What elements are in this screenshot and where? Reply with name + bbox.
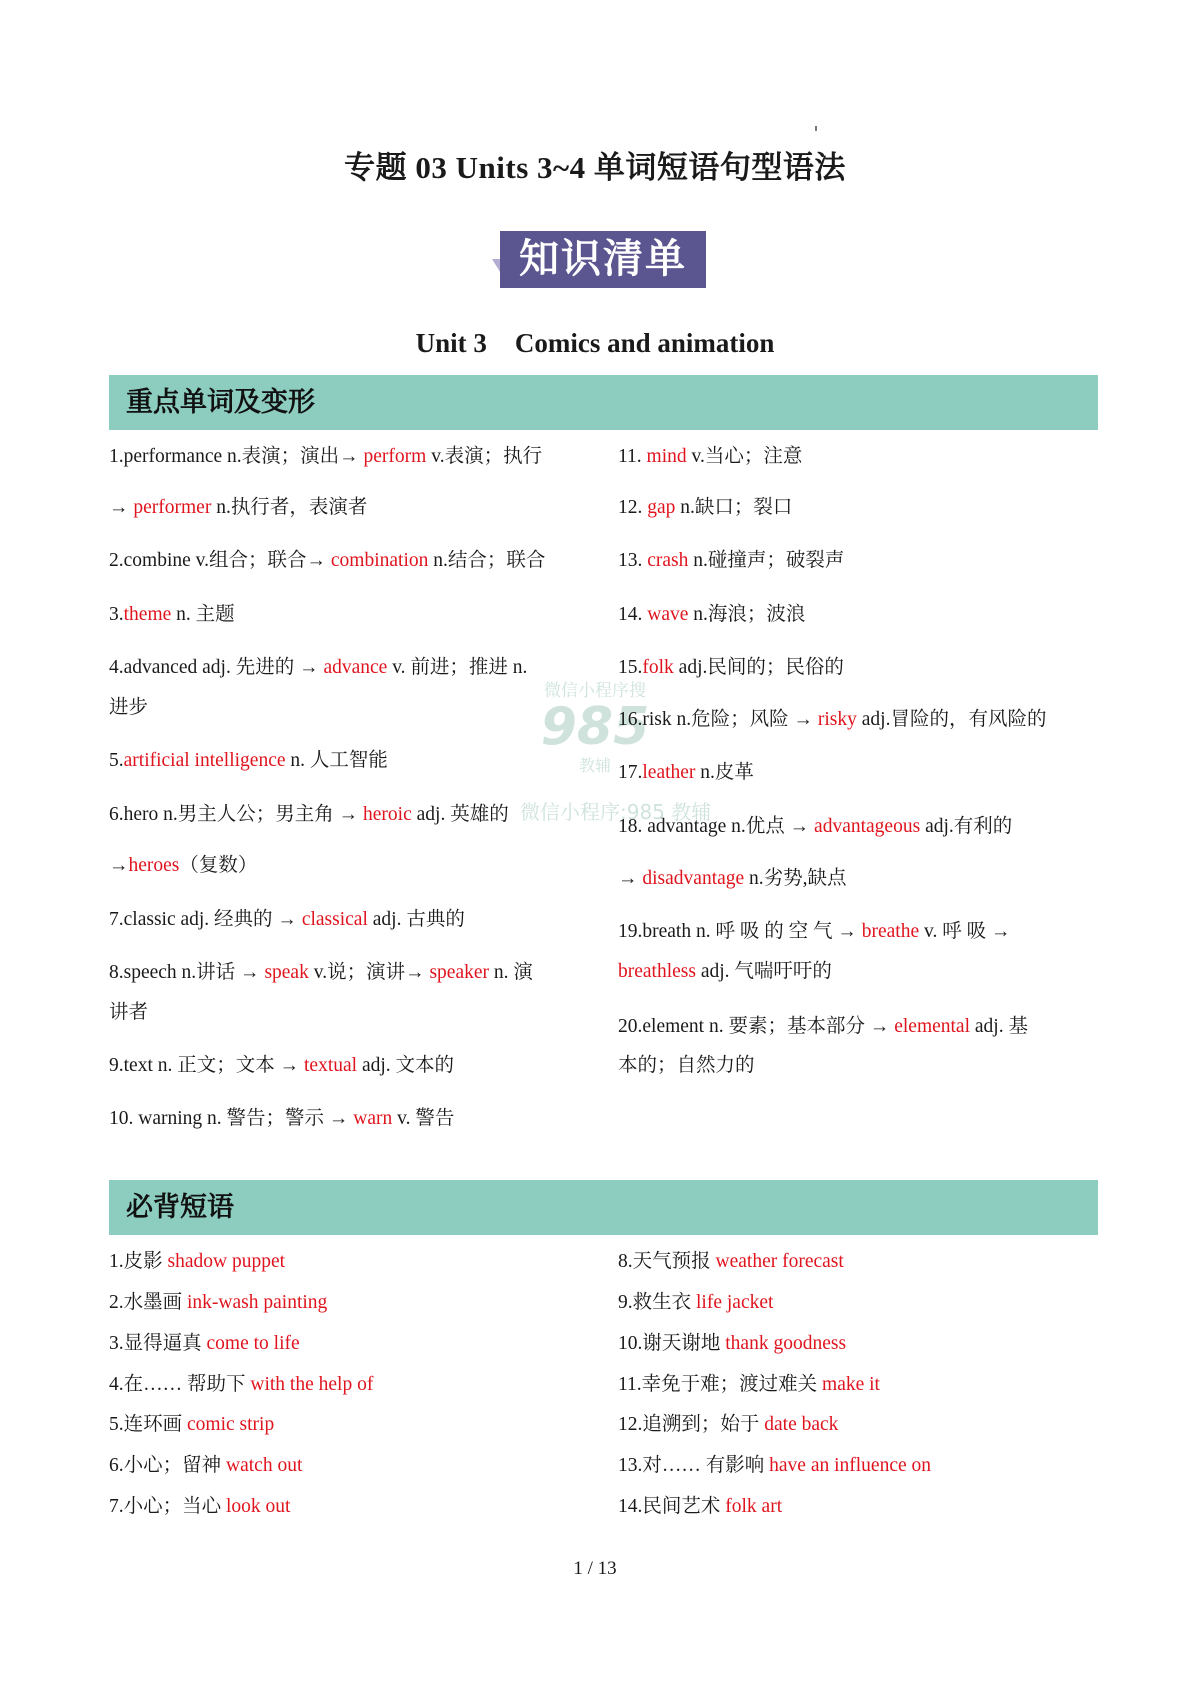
line-text: 5.	[109, 750, 124, 771]
line-text: 3.	[109, 604, 124, 625]
line-text: n.碰撞声；破裂声	[688, 550, 845, 571]
vocab-line	[109, 908, 465, 932]
phrase-item	[618, 1413, 838, 1437]
line-text: 19.breath n. 呼 吸 的 空 气 →	[618, 921, 862, 942]
line-text: 7.classic adj. 经典的 →	[109, 909, 302, 930]
highlight-word: heroic	[363, 804, 412, 825]
phrase-item	[618, 1332, 846, 1356]
phrase-item	[109, 1332, 300, 1356]
vocab-line	[109, 961, 533, 985]
line-text: adj. 基	[970, 1016, 1028, 1037]
highlight-word: classical	[301, 909, 368, 930]
phrase-item	[618, 1250, 844, 1274]
vocab-section-header	[109, 375, 1098, 430]
vocab-section-title: 重点单词及变形	[126, 387, 315, 418]
line-text: v. 前进；推进 n.	[387, 657, 528, 678]
line-text: 16.risk n.危险；风险 →	[618, 709, 818, 730]
stray-mark	[815, 126, 817, 131]
phrase-chinese: 4.在…… 帮助下	[109, 1374, 251, 1395]
watermark	[500, 676, 690, 816]
phrase-english: have an influence on	[769, 1455, 932, 1476]
watermark-line1: 微信小程序搜	[544, 681, 646, 701]
vocab-line	[618, 1054, 755, 1078]
line-text: 讲者	[109, 1002, 149, 1023]
highlight-word: wave	[647, 604, 689, 625]
line-text: v. 警告	[392, 1108, 455, 1129]
line-text: n.劣势,缺点	[744, 868, 847, 889]
line-text: 15.	[618, 657, 643, 678]
watermark-line2: 教辅	[578, 756, 611, 775]
vocab-line	[109, 1054, 454, 1078]
phrase-chinese: 7.小心；当心	[109, 1496, 227, 1517]
watermark-caption: 微信小程序:985 教辅	[520, 800, 712, 824]
vocab-line	[618, 496, 792, 520]
vocab-line	[618, 1015, 1028, 1039]
line-text: 11.	[618, 446, 647, 467]
phrase-chinese: 12.追溯到；始于	[618, 1414, 765, 1435]
phrase-english: date back	[764, 1414, 839, 1435]
highlight-word: gap	[647, 497, 676, 518]
line-text: 14.	[618, 604, 648, 625]
line-text: 18. advantage n.优点 →	[618, 816, 815, 837]
line-text: adj.有利的	[920, 816, 1013, 837]
phrase-chinese: 14.民间艺术	[618, 1496, 726, 1517]
highlight-word: crash	[647, 550, 689, 571]
line-text: adj. 文本的	[357, 1055, 455, 1076]
line-text: adj. 气喘吁吁的	[695, 961, 832, 982]
vocab-line	[618, 920, 1010, 944]
line-text: v.说；演讲→	[308, 962, 430, 983]
line-text: 进步	[109, 697, 149, 718]
phrase-english: shadow puppet	[167, 1251, 286, 1272]
line-text: （复数）	[179, 855, 258, 876]
line-text: v.表演；执行	[426, 446, 543, 467]
line-text: adj. 古典的	[367, 909, 465, 930]
phrase-item	[109, 1291, 327, 1315]
phrase-item	[618, 1291, 773, 1315]
phrase-item	[618, 1495, 782, 1519]
phrase-english: thank goodness	[725, 1333, 847, 1354]
highlight-word: elemental	[894, 1016, 971, 1037]
line-text: 20.element n. 要素；基本部分 →	[618, 1016, 895, 1037]
line-text: v. 呼 吸 →	[919, 921, 1011, 942]
line-text: n. 主题	[171, 604, 235, 625]
line-text: 8.speech n.讲话 →	[109, 962, 265, 983]
vocab-line	[618, 960, 832, 984]
line-text: n.海浪；波浪	[688, 604, 806, 625]
highlight-word: heroes	[128, 855, 180, 876]
highlight-word: breathe	[861, 921, 920, 942]
phrase-item	[109, 1413, 274, 1437]
knowledge-list-badge	[476, 231, 706, 288]
highlight-word: mind	[646, 446, 687, 467]
vocab-line	[618, 603, 805, 627]
vocab-line	[109, 656, 527, 680]
line-text: 1.performance n.表演；演出→	[109, 446, 364, 467]
vocab-line	[109, 603, 235, 627]
highlight-word: textual	[304, 1055, 358, 1076]
line-text: adj.冒险的，有风险的	[856, 709, 1047, 730]
document-title: 专题 03 Units 3~4 单词短语句型语法	[344, 150, 846, 185]
line-text: 12.	[618, 497, 648, 518]
line-text: 本的；自然力的	[618, 1055, 755, 1076]
phrase-english: ink-wash painting	[187, 1292, 328, 1313]
vocab-line	[109, 803, 509, 827]
highlight-word: warn	[353, 1108, 393, 1129]
line-text: 6.hero n.男主人公；男主角 →	[109, 804, 364, 825]
highlight-word: perform	[363, 446, 427, 467]
highlight-word: disadvantage	[642, 868, 745, 889]
highlight-word: speaker	[429, 962, 490, 983]
phrase-english: watch out	[226, 1455, 303, 1476]
unit-heading	[0, 328, 1190, 359]
line-text: adj.民间的；民俗的	[673, 657, 844, 678]
line-text: n.皮革	[695, 762, 754, 783]
phrase-chinese: 3.显得逼真	[109, 1333, 207, 1354]
phrase-chinese: 8.天气预报	[618, 1251, 716, 1272]
phrase-english: weather forecast	[715, 1251, 844, 1272]
line-text: n. 人工智能	[285, 750, 388, 771]
vocab-line	[109, 1001, 148, 1025]
phrase-chinese: 6.小心；留神	[109, 1455, 227, 1476]
badge-label: 知识清单	[500, 231, 706, 288]
vocab-line	[109, 696, 148, 720]
vocab-line	[618, 445, 802, 469]
phrase-chinese: 11.幸免于难；渡过难关	[618, 1374, 823, 1395]
phrase-item	[109, 1495, 290, 1519]
phrase-item	[618, 1454, 931, 1478]
line-text: adj. 英雄的	[411, 804, 509, 825]
line-text: 9.text n. 正文；文本 →	[109, 1055, 304, 1076]
line-text: →	[618, 868, 643, 889]
vocab-line	[618, 708, 1046, 732]
highlight-word: theme	[123, 604, 172, 625]
highlight-word: combination	[330, 550, 429, 571]
phrase-section-title: 必背短语	[126, 1192, 234, 1223]
highlight-word: breathless	[618, 961, 696, 982]
vocab-line	[109, 549, 545, 573]
unit-number: Unit 3	[415, 328, 487, 358]
highlight-word: leather	[642, 762, 696, 783]
phrase-english: comic strip	[187, 1414, 275, 1435]
line-text: 2.combine v.组合；联合→	[109, 550, 331, 571]
line-text: n.结合；联合	[428, 550, 546, 571]
line-text: v.当心；注意	[686, 446, 803, 467]
line-text: n.缺口；裂口	[675, 497, 793, 518]
phrase-chinese: 13.对…… 有影响	[618, 1455, 770, 1476]
vocab-line	[109, 854, 257, 878]
highlight-word: risky	[817, 709, 857, 730]
page-number: 1 / 13	[573, 1558, 617, 1579]
line-text: 4.advanced adj. 先进的 →	[109, 657, 324, 678]
line-text: n. 演	[489, 962, 533, 983]
phrase-english: folk art	[725, 1496, 783, 1517]
vocab-line	[109, 496, 367, 520]
line-text: n.执行者，表演者	[211, 497, 368, 518]
vocab-line	[109, 749, 388, 773]
line-text: 13.	[618, 550, 648, 571]
phrase-english: make it	[822, 1374, 880, 1395]
vocab-line	[109, 445, 542, 469]
phrase-chinese: 10.谢天谢地	[618, 1333, 726, 1354]
highlight-word: speak	[264, 962, 309, 983]
phrase-chinese: 5.连环画	[109, 1414, 188, 1435]
phrase-item	[109, 1373, 373, 1397]
vocab-line	[618, 815, 1012, 839]
vocab-line	[109, 1107, 454, 1131]
vocab-line	[618, 549, 844, 573]
unit-topic: Comics and animation	[514, 328, 775, 358]
line-text: 10. warning n. 警告；警示 →	[109, 1108, 354, 1129]
phrase-chinese: 9.救生衣	[618, 1292, 697, 1313]
watermark-number: 985	[540, 697, 650, 757]
phrase-section-header	[109, 1180, 1098, 1235]
vocab-line	[618, 867, 847, 891]
phrase-chinese: 2.水墨画	[109, 1292, 188, 1313]
phrase-english: with the help of	[250, 1374, 374, 1395]
phrase-chinese: 1.皮影	[109, 1251, 168, 1272]
highlight-word: advantageous	[814, 816, 921, 837]
line-text: 17.	[618, 762, 643, 783]
highlight-word: performer	[133, 497, 212, 518]
phrase-item	[618, 1373, 880, 1397]
phrase-english: look out	[226, 1496, 291, 1517]
vocab-line	[618, 761, 754, 785]
line-text: →	[109, 855, 129, 876]
phrase-item	[109, 1454, 302, 1478]
highlight-word: advance	[323, 657, 388, 678]
phrase-item	[109, 1250, 285, 1274]
highlight-word: artificial intelligence	[123, 750, 286, 771]
phrase-english: come to life	[206, 1333, 300, 1354]
highlight-word: folk	[642, 657, 674, 678]
vocab-line	[618, 656, 844, 680]
phrase-english: life jacket	[696, 1292, 774, 1313]
line-text: →	[109, 497, 134, 518]
